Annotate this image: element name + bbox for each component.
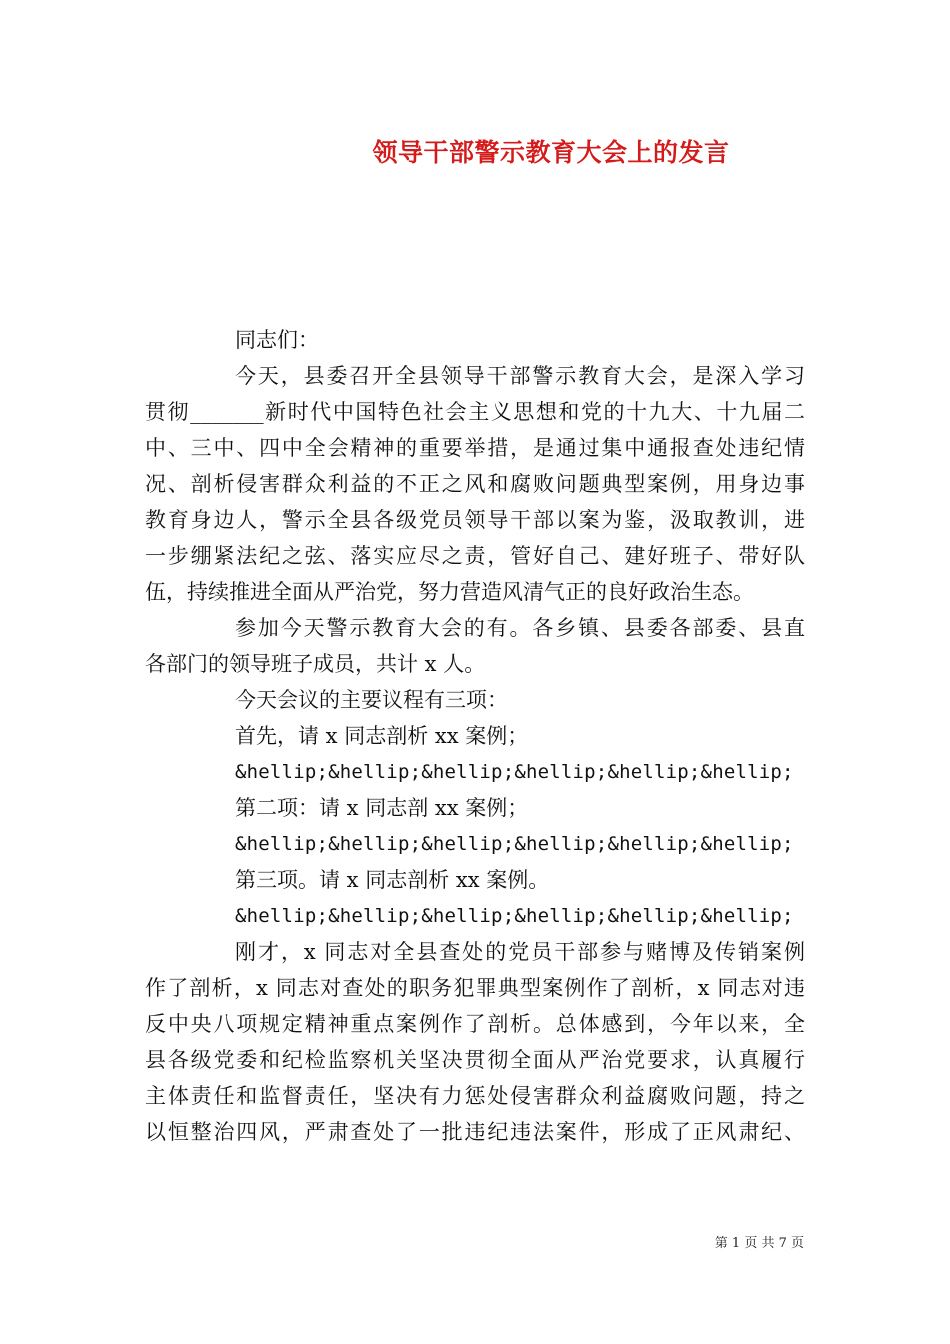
page-title: 领导干部警示教育大会上的发言 bbox=[372, 138, 730, 167]
agenda-item: 第三项。请 x 同志剖析 xx 案例。 bbox=[235, 868, 550, 892]
paragraph-line: 一步绷紧法纪之弦、落实应尽之责，管好自己、建好班子、带好队 bbox=[145, 544, 805, 568]
paragraph-line: 教育身边人，警示全县各级党员领导干部以案为鉴，汲取教训，进 bbox=[145, 508, 805, 532]
paragraph-line: 况、剖析侵害群众利益的不正之风和腐败问题典型案例，用身边事 bbox=[145, 472, 805, 496]
greeting: 同志们： bbox=[235, 328, 319, 352]
document-body bbox=[145, 322, 805, 1150]
paragraph-line: 作了剖析，x 同志对查处的职务犯罪典型案例作了剖析，x 同志对违 bbox=[145, 976, 805, 1000]
agenda-item: 第二项：请 x 同志剖 xx 案例； bbox=[235, 796, 529, 820]
paragraph-line: 贯彻_______新时代中国特色社会主义思想和党的十九大、十九届二 bbox=[145, 400, 805, 424]
paragraph-line: 中、三中、四中全会精神的重要举措，是通过集中通报查处违纪情 bbox=[145, 436, 805, 460]
paragraph-line: 刚才，x 同志对全县查处的党员干部参与赌博及传销案例 bbox=[235, 940, 805, 964]
page-number-footer: 第 1 页 共 7 页 bbox=[714, 1236, 804, 1251]
agenda-item: 首先，请 x 同志剖析 xx 案例； bbox=[235, 724, 529, 748]
paragraph-line: 主体责任和监督责任，坚决有力惩处侵害群众利益腐败问题，持之 bbox=[145, 1084, 805, 1108]
ellipsis-line: &hellip;&hellip;&hellip;&hellip;&hellip;&hellip; bbox=[235, 761, 794, 783]
paragraph-line: 今天，县委召开全县领导干部警示教育大会，是深入学习 bbox=[235, 364, 805, 388]
agenda-heading: 今天会议的主要议程有三项： bbox=[235, 688, 508, 712]
paragraph-line: 县各级党委和纪检监察机关坚决贯彻全面从严治党要求，认真履行 bbox=[145, 1048, 805, 1072]
paragraph-line: 以恒整治四风，严肃查处了一批违纪违法案件，形成了正风肃纪、 bbox=[145, 1120, 805, 1144]
ellipsis-line: &hellip;&hellip;&hellip;&hellip;&hellip;&hellip; bbox=[235, 905, 794, 927]
paragraph-line: 各部门的领导班子成员，共计 x 人。 bbox=[145, 652, 486, 676]
ellipsis-line: &hellip;&hellip;&hellip;&hellip;&hellip;&hellip; bbox=[235, 833, 794, 855]
paragraph-line: 伍，持续推进全面从严治党，努力营造风清气正的良好政治生态。 bbox=[145, 580, 754, 604]
paragraph-line: 反中央八项规定精神重点案例作了剖析。总体感到，今年以来，全 bbox=[145, 1012, 805, 1036]
paragraph-line: 参加今天警示教育大会的有。各乡镇、县委各部委、县直 bbox=[235, 616, 805, 640]
